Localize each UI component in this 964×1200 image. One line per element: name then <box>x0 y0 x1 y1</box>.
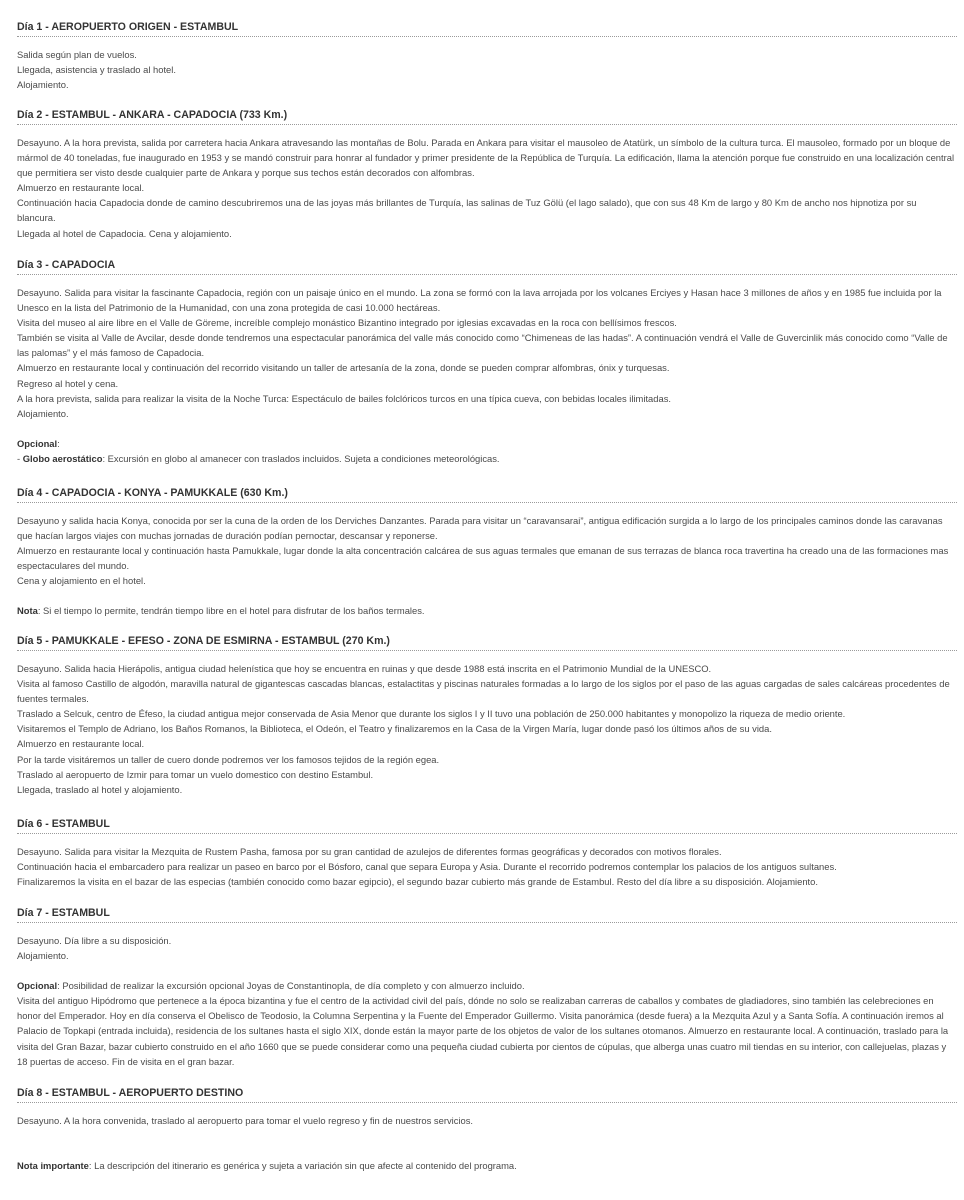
day-7-title: Día 7 - ESTAMBUL <box>17 906 957 923</box>
day-1-line: Alojamiento. <box>17 79 69 91</box>
day-1-line: Llegada, asistencia y traslado al hotel. <box>17 64 176 76</box>
day-6-title: Día 6 - ESTAMBUL <box>17 817 957 834</box>
nota-label: Nota <box>17 605 38 617</box>
day-3-line: Visita del museo al aire libre en el Valle de Göreme, increíble complejo monástico Bizantino integrado por iglesias excavadas en la roca con bellísimos frescos. <box>17 317 677 329</box>
day-2-line: Almuerzo en restaurante local. <box>17 182 145 194</box>
day-2-line: Desayuno. A la hora prevista, salida por carretera hacia Ankara atravesando las montañas de Bolu. Parada en Ankara para visitar el mausoleo de Atatürk, un símbolo de la cultura turca. El mausoleo, formado por un bloque de mármol de 40 toneladas, fue inaugurado en 1953 y se mandó construir para honrar al fundador y primer presidente de la República de Turquía. La edificación, llama la atención porque fue construido en una localización central que permitiera ser visto desde cualquier parte de Ankara y porque sus techos están decorados con alfombras. <box>17 137 955 179</box>
day-3-line: A la hora prevista, salida para realizar la visita de la Noche Turca: Espectáculo de bailes folclóricos turcos en una típica cueva, con bebidas locales ilimitadas. <box>17 392 671 404</box>
day-5-title: Día 5 - PAMUKKALE - EFESO - ZONA DE ESMIRNA - ESTAMBUL (270 Km.) <box>17 634 957 651</box>
day-3-line: Regreso al hotel y cena. <box>17 377 119 389</box>
day-4-nota <box>17 603 957 618</box>
day-7-section <box>17 906 957 1069</box>
day-5-line: Llegada, traslado al hotel y alojamiento. <box>17 783 183 795</box>
opcional-label: Opcional <box>17 437 58 449</box>
day-5-section <box>17 634 957 797</box>
day-7-line: Desayuno. Día libre a su disposición. <box>17 935 172 946</box>
opcional-label: Opcional <box>17 980 58 992</box>
day-3-line: Almuerzo en restaurante local y continuación del recorrido visitando un taller de artesanía de la zona, donde se pueden comprar alfombras, ónix y turquesas. <box>17 362 670 374</box>
day-6-line: Finalizaremos la visita en el bazar de las especias (también conocido como bazar egipcio), el segundo bazar cubierto más grande de Estambul. Resto del día libre a su disposición. Alojamiento. <box>17 876 818 888</box>
nota-text: : Si el tiempo lo permite, tendrán tiempo libre en el hotel para disfrutar de los baños termales. <box>37 605 425 617</box>
day-3-line: También se visita al Valle de Avcilar, desde donde tendremos una espectacular panorámica del valle más conocido como “Chimeneas de las hadas”. A continuación vendrá el Valle de Guvercinlik más conocido como “Valle de las palomas” y el más famoso de Capadocia. <box>17 332 948 359</box>
day-1-section <box>17 20 957 92</box>
day-4-line: Almuerzo en restaurante local y continuación hasta Pamukkale, lugar donde la alta concentración calcárea de sus aguas termales que emanan de sus terrazas de blanca roca travertina ha creado una de las formaciones mas espectaculares del mundo. <box>17 545 949 572</box>
day-5-line: Desayuno. Salida hacia Hierápolis, antigua ciudad helenística que hoy se encuentra en ruinas y que desde 1988 está inscrita en el Patrimonio Mundial de la UNESCO. <box>17 663 712 674</box>
day-5-line: Visitaremos el Templo de Adriano, los Baños Romanos, la Biblioteca, el Odeón, el Teatro y finalizaremos en la Casa de la Virgen María, lugar donde pasó los últimos años de su vida. <box>17 723 772 735</box>
day-5-line: Visita al famoso Castillo de algodón, maravilla natural de gigantescas cascadas blancas, estalactitas y piscinas naturales formadas a lo largo de los siglos por el paso de las aguas cargadas de sales calcáreas procedentes de fuentes termales. <box>17 678 950 705</box>
day-3-body <box>17 285 957 466</box>
final-note <box>17 1158 957 1173</box>
day-1-body <box>17 47 957 92</box>
day-7-opcional <box>17 978 957 993</box>
globo-text: : Excursión en globo al amanecer con traslados incluidos. Sujeta a condiciones meteorológicas. <box>102 452 500 464</box>
final-note-text: : La descripción del itinerario es genérica y sujeta a variación sin que afecte al contenido del programa. <box>88 1160 517 1171</box>
day-8-title: Día 8 - ESTAMBUL - AEROPUERTO DESTINO <box>17 1086 957 1103</box>
day-2-line: Continuación hacia Capadocia donde de camino descubriremos una de las joyas más brillantes de Turquía, las salinas de Tuz Gölü (el lago salado), que con sus 48 Km de largo y 80 Km de ancho nos hipnotiza por su blancura. <box>17 197 917 224</box>
day-3-opcional-heading: Opcional: <box>17 437 60 449</box>
day-2-title: Día 2 - ESTAMBUL - ANKARA - CAPADOCIA (733 Km.) <box>17 108 957 125</box>
day-7-opcional-detail: Visita del antiguo Hipódromo que pertenece a la época bizantina y fue el centro de la actividad civil del país, dónde no solo se realizaban carreras de caballos y combates de gladiadores, sino también las celebreciones en honor del Emperador. Hoy en día conserva el Obelisco de Teodosio, la Columna Serpentina y la Fuente del Emperador Guillermo. Visita panorámica (desde fuera) a la Mezquita Azul y a Santa Sofía. A continuación iremos al Palacio de Topkapi (entrada incluida), residencia de los sultanes hasta el siglo XIX, donde están la mayor parte de los objetos de valor de los sultanes otomanos. Almuerzo en restaurante local. A continuación, traslado para la visita del Gran Bazar, bazar cubierto construido en el año 1660 que se puede considerar como una pequeña ciudad cubierta por cientos de cúpulas, que alberga unas cuatro mil tiendas en su interior, con callejuelas, plazas y 18 puertas de acceso. Fin de visita en el gran bazar. <box>17 995 949 1067</box>
day-1-title: Día 1 - AEROPUERTO ORIGEN - ESTAMBUL <box>17 20 957 37</box>
day-4-line: Cena y alojamiento en el hotel. <box>17 575 146 587</box>
day-6-section <box>17 817 957 889</box>
day-6-line: Continuación hacia el embarcadero para realizar un paseo en barco por el Bósforo, canal que separa Europa y Asia. Durante el recorrido podremos contemplar los palacios de los antiguos sultanes. <box>17 861 837 873</box>
day-1-line: Salida según plan de vuelos. <box>17 49 137 60</box>
globo-label: Globo aerostático <box>22 452 103 464</box>
day-5-line: Por la tarde visitáremos un taller de cuero donde podremos ver los famosos tejidos de la región egea. <box>17 753 440 765</box>
day-8-body <box>17 1113 957 1128</box>
day-4-body <box>17 513 957 619</box>
final-note-label: Nota importante <box>17 1160 89 1171</box>
opcional-text: : Posibilidad de realizar la excursión opcional Joyas de Constantinopla, de día completo y con almuerzo incluido. <box>57 980 525 992</box>
day-6-body <box>17 844 957 889</box>
day-4-section <box>17 486 957 619</box>
day-2-line: Llegada al hotel de Capadocia. Cena y alojamiento. <box>17 227 232 239</box>
day-6-line: Desayuno. Salida para visitar la Mezquita de Rustem Pasha, famosa por su gran cantidad de azulejos de diferentes formas geográficas y decorados con motivos florales. <box>17 846 722 857</box>
day-3-title: Día 3 - CAPADOCIA <box>17 258 957 275</box>
day-8-line: Desayuno. A la hora convenida, traslado al aeropuerto para tomar el vuelo regreso y fin de nuestros servicios. <box>17 1115 473 1126</box>
day-5-line: Traslado a Selcuk, centro de Éfeso, la ciudad antigua mejor conservada de Asia Menor que durante los siglos I y II tuvo una población de 250.000 habitantes y monopolizo la riqueza de medio oriente. <box>17 708 846 720</box>
day-2-section <box>17 108 957 241</box>
day-5-line: Traslado al aeropuerto de Izmir para tomar un vuelo domestico con destino Estambul. <box>17 768 374 780</box>
day-5-body <box>17 661 957 797</box>
day-3-line: Desayuno. Salida para visitar la fascinante Capadocia, región con un paisaje único en el mundo. La zona se formó con la lava arrojada por los volcanes Erciyes y Hasan hace 3 millones de años y en 1985 fue incluida por la Unesco en la lista del Patrimonio de la Humanidad, con una zona protegida de casi 10.000 hectáreas. <box>17 287 942 314</box>
day-5-line: Almuerzo en restaurante local. <box>17 738 145 750</box>
day-8-section <box>17 1086 957 1128</box>
day-4-title: Día 4 - CAPADOCIA - KONYA - PAMUKKALE (630 Km.) <box>17 486 957 503</box>
day-7-body <box>17 933 957 1069</box>
day-2-body <box>17 135 957 241</box>
day-4-line: Desayuno y salida hacia Konya, conocida por ser la cuna de la orden de los Derviches Danzantes. Parada para visitar un “caravansarai”, antigua edificación surgida a lo largo de los principales caminos donde las caravanas que hacían largos viajes con muchas jornadas de duración podían pernoctar, descansar y reponerse. <box>17 515 943 542</box>
day-3-opcional-item: - Globo aerostático: Excursión en globo al amanecer con traslados incluidos. Sujeta a condiciones meteorológicas. <box>17 452 500 464</box>
day-3-line: Alojamiento. <box>17 407 69 419</box>
day-3-section <box>17 258 957 466</box>
day-7-line: Alojamiento. <box>17 950 69 962</box>
